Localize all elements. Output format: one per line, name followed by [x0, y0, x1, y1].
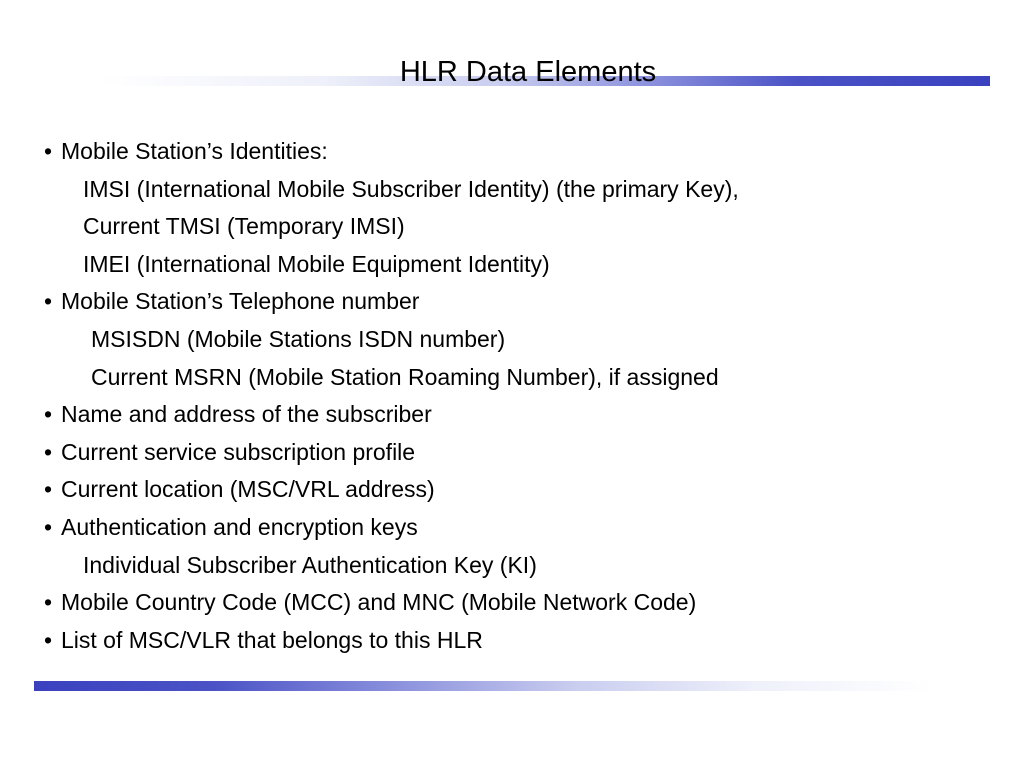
- sub-item-msrn: Current MSRN (Mobile Station Roaming Number), if assigned: [91, 363, 719, 390]
- bullet-icon: •: [44, 476, 53, 503]
- bullet-icon: •: [44, 138, 53, 164]
- sub-item-imsi: IMSI (International Mobile Subscriber Identity) (the primary Key),: [83, 175, 739, 202]
- sub-item-msisdn: MSISDN (Mobile Stations ISDN number): [91, 325, 506, 352]
- bullet-text: Mobile Country Code (MCC) and MNC (Mobile Network Code): [61, 589, 697, 616]
- bullet-icon: •: [44, 626, 53, 653]
- bullet-icon: •: [44, 401, 53, 428]
- bullet-item-name-address: [44, 396, 1004, 434]
- bullet-icon: •: [44, 438, 53, 465]
- bullet-text: Name and address of the subscriber: [61, 401, 432, 428]
- sub-item-imei: IMEI (International Mobile Equipment Identity): [83, 250, 550, 277]
- bullet-item-telephone-number: [44, 283, 1004, 321]
- bullet-text: Current service subscription profile: [61, 438, 416, 465]
- bullet-item-subscription-profile: [44, 434, 1004, 472]
- bullet-text: Mobile Station’s Identities:: [61, 138, 328, 164]
- bullet-text: Authentication and encryption keys: [61, 513, 418, 540]
- bullet-text: Mobile Station’s Telephone number: [61, 288, 420, 315]
- sub-item-tmsi: Current TMSI (Temporary IMSI): [83, 213, 405, 240]
- bullet-icon: •: [44, 288, 53, 315]
- bullet-item-auth-keys: [44, 509, 1004, 547]
- bullet-icon: •: [44, 513, 53, 540]
- bullet-text: Current location (MSC/VRL address): [61, 476, 435, 503]
- bullet-item-mcc-mnc: [44, 584, 1004, 622]
- sub-item-ki: Individual Subscriber Authentication Key (KI): [83, 551, 537, 578]
- bullet-item-msc-vlr-list: [44, 622, 1004, 660]
- bullet-icon: •: [44, 589, 53, 616]
- slide-body: [44, 133, 1004, 659]
- bullet-text: List of MSC/VLR that belongs to this HLR: [61, 626, 483, 653]
- bullet-item-identities: [44, 133, 1004, 171]
- bottom-gradient-rule: [34, 681, 934, 691]
- slide-title: HLR Data Elements: [399, 56, 657, 88]
- bullet-item-current-location: [44, 471, 1004, 509]
